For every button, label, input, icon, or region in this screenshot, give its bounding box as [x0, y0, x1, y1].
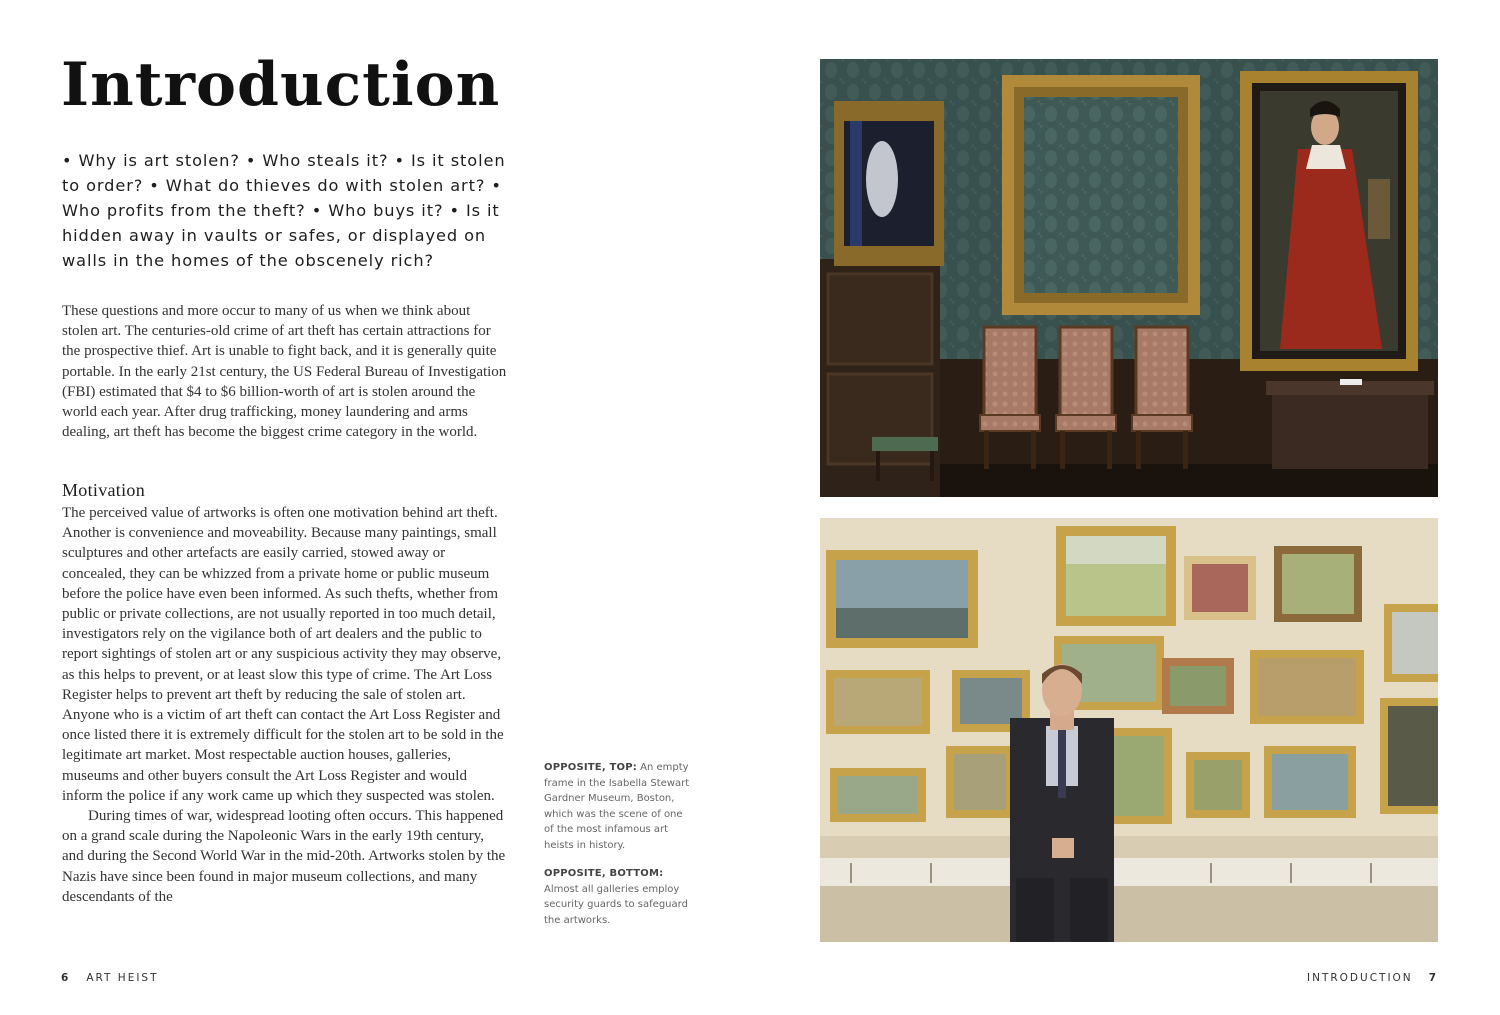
- caption-top-label: OPPOSITE, TOP:: [544, 762, 637, 773]
- photo-captions: [544, 760, 694, 941]
- photo-empty-frame: [820, 59, 1438, 497]
- motivation-text: [62, 503, 507, 907]
- caption-top-text: An empty frame in the Isabella Stewart Gardner Museum, Boston, which was the scene of one of the most infamous art heists in history.: [544, 762, 690, 851]
- page-title: Introduction: [61, 50, 501, 120]
- empty-frame-illustration: [820, 59, 1438, 497]
- running-head-left: ART HEIST: [86, 972, 159, 984]
- gallery-guard-illustration: [820, 518, 1438, 942]
- intro-paragraph: These questions and more occur to many of us when we think about stolen art. The centuries-old crime of art theft has certain attractions for the prospective thief. Art is unable to fight back, and it is generally quite portable. In the early 21st century, the US Federal Bureau of Investigation (FBI) estimated that $4 to $6 billion-worth of art is stolen around the world each year. After drug trafficking, money laundering and arms dealing, art theft has become the biggest crime category in the world.: [62, 303, 507, 441]
- war-paragraph: During times of war, widespread looting often occurs. This happened on a grand scale during the Napoleonic Wars in the early 19th century, and during the Second World War in the mid-20th. Artworks stolen by the Nazis have since been found in major museum collections, and many descendants of the: [62, 808, 506, 905]
- folio-left: [61, 972, 159, 984]
- caption-bottom: [544, 866, 694, 928]
- page-number-right: 7: [1428, 972, 1438, 984]
- folio-right: [1307, 972, 1438, 984]
- caption-bottom-text: Almost all galleries employ security guards to safeguard the artworks.: [544, 883, 688, 926]
- page-number-left: 6: [61, 972, 71, 984]
- running-head-right: INTRODUCTION: [1307, 972, 1413, 984]
- caption-bottom-label: OPPOSITE, BOTTOM:: [544, 868, 664, 879]
- caption-top: [544, 760, 694, 853]
- intro-questions: • Why is art stolen? • Who steals it? • Is it stolen to order? • What do thieves do with stolen art? • Who profits from the theft? • Who buys it? • Is it hidden away in vaults or safes, or displayed on walls in the homes of the obscenely rich?: [62, 151, 506, 270]
- section-heading-motivation: Motivation: [62, 480, 145, 500]
- photo-security-guard: [820, 518, 1438, 942]
- shrine-figure: [866, 141, 898, 217]
- paintings: [826, 526, 1438, 824]
- motivation-paragraph: The perceived value of artworks is often one motivation behind art theft. Another is convenience and moveability. Because many paintings, small sculptures and other artefacts are easily carried, stowed away or concealed, they can be whizzed from a private home or public museum before the police have even been informed. As such thefts, whether from public or private collections, are not usually reported in too much detail, investigators rely on the vigilance both of art dealers and the public to report sightings of stolen art or any suspicious activity they may observe, as this helps to prevent, or at least slow this type of crime. The Art Loss Register helps to prevent art theft by reducing the sale of stolen art. Anyone who is a victim of art theft can contact the Art Loss Register and once listed there it is extremely difficult for the stolen art to be sold in the legitimate art market. Most respectable auction houses, galleries, museums and other buyers consult the Art Loss Register and would inform the police if any work came up which they suspected was stolen.: [62, 505, 504, 804]
- covered-table: [1272, 389, 1428, 469]
